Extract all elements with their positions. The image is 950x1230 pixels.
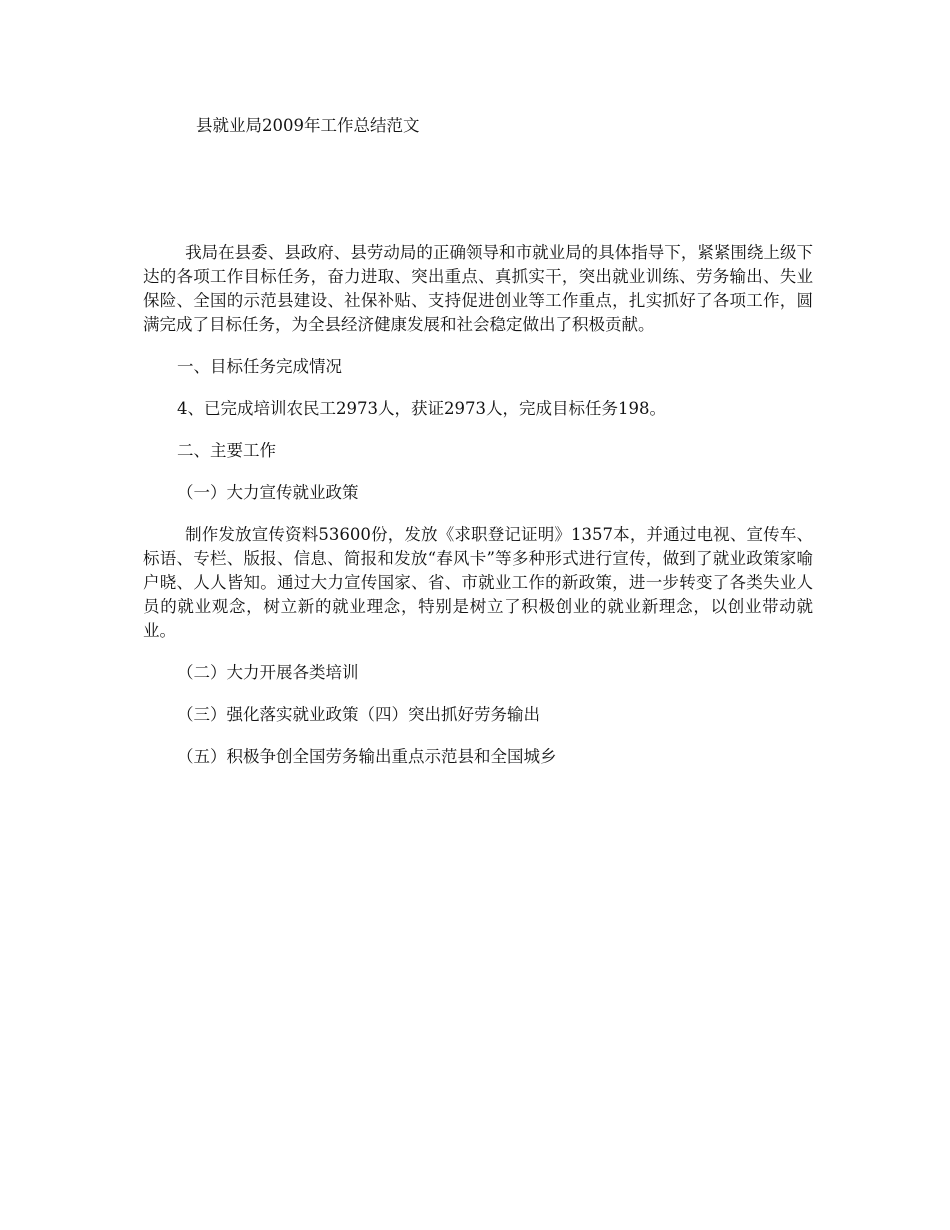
section-heading-targets: 一、目标任务完成情况 bbox=[177, 357, 342, 376]
document-title: 县就业局2009年工作总结范文 bbox=[196, 116, 420, 135]
subsection-heading-policy-promotion: （一）大力宣传就业政策 bbox=[177, 483, 359, 502]
subsection-heading-policy-implementation: （三）强化落实就业政策（四）突出抓好劳务输出 bbox=[177, 705, 540, 724]
policy-promotion-paragraph: 制作发放宣传资料53600份，发放《求职登记证明》1357本，并通过电视、宣传车、标语、专栏、版报、信息、简报和发放“春风卡”等多种形式进行宣传，做到了就业政策家喻户晓、人人皆知。通过大力宣传国家、省、市就业工作的新政策，进一步转变了各类失业人员的就业观念，树立新的就业理念，特别是树立了积极创业的就业新理念，以创业带动就业。 bbox=[143, 525, 813, 640]
document-body bbox=[143, 241, 813, 769]
target-item-training: 4、已完成培训农民工2973人，获证2973人，完成目标任务198。 bbox=[177, 399, 666, 418]
section-heading-main-work: 二、主要工作 bbox=[177, 441, 276, 460]
intro-paragraph: 我局在县委、县政府、县劳动局的正确领导和市就业局的具体指导下，紧紧围绕上级下达的各项工作目标任务，奋力进取、突出重点、真抓实干，突出就业训练、劳务输出、失业保险、全国的示范县建设、社保补贴、支持促进创业等工作重点，扎实抓好了各项工作，圆满完成了目标任务，为全县经济健康发展和社会稳定做出了积极贡献。 bbox=[143, 243, 813, 334]
subsection-heading-demonstration-county: （五）积极争创全国劳务输出重点示范县和全国城乡 bbox=[177, 747, 557, 766]
subsection-heading-training: （二）大力开展各类培训 bbox=[177, 663, 359, 682]
